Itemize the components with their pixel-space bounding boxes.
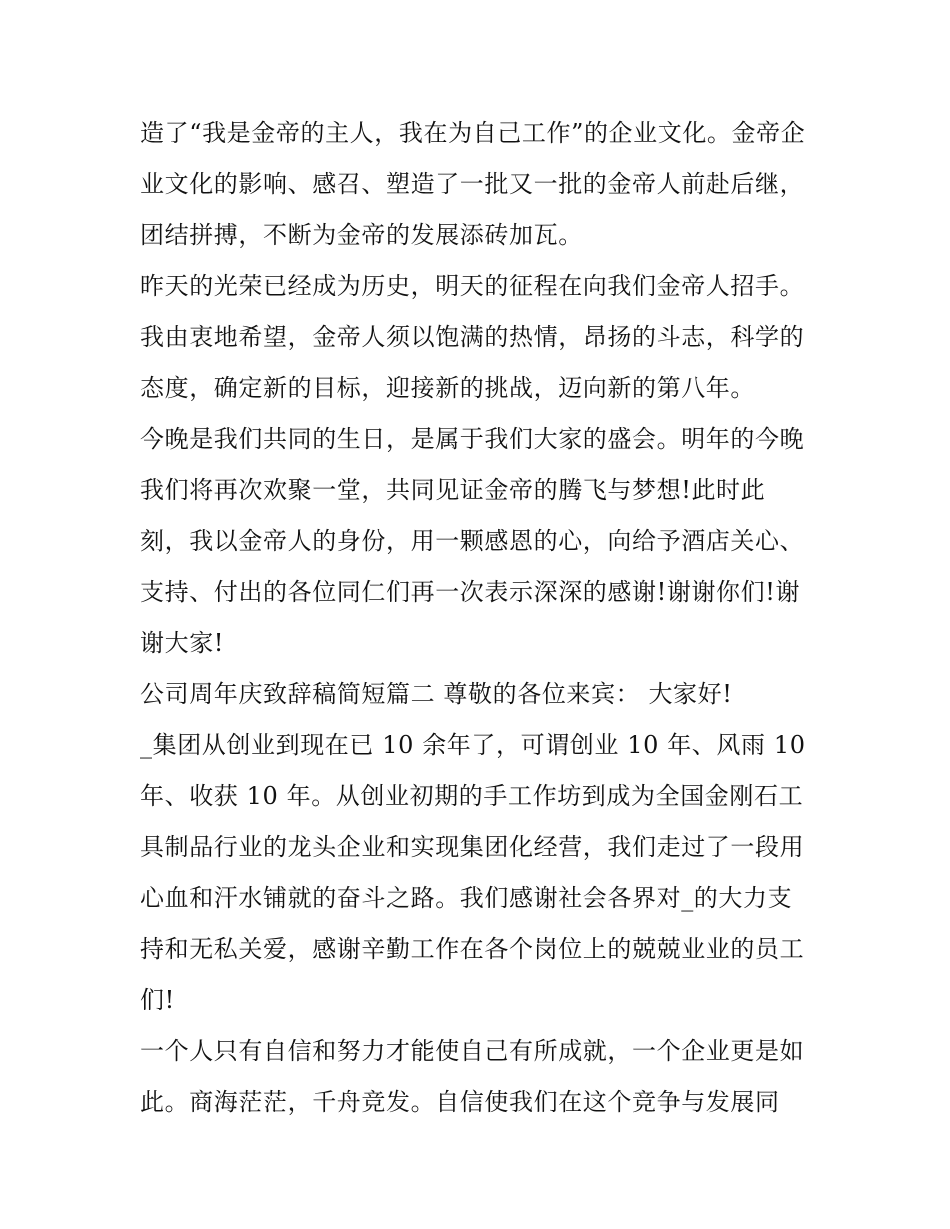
text-line: 们! [140, 986, 175, 1014]
text-line: 一个人只有自信和努力才能使自己有所成就，一个企业更是如 [140, 1037, 805, 1065]
text-line: 我由衷地希望，金帝人须以饱满的热情，昂扬的斗志，科学的 [140, 323, 805, 351]
text-line: 支持、付出的各位同仁们再一次表示深深的感谢!谢谢你们!谢 [140, 578, 801, 606]
text-line: 持和无私关爱，感谢辛勤工作在各个岗位上的兢兢业业的员工 [140, 935, 805, 963]
text-line: 造了“我是金帝的主人，我在为自己工作”的企业文化。金帝企 [140, 119, 806, 147]
text-line: 具制品行业的龙头企业和实现集团化经营，我们走过了一段用 [140, 833, 805, 861]
text-line: 此。商海茫茫，千舟竞发。自信使我们在这个竞争与发展同 [140, 1088, 780, 1116]
text-line: 谢大家! [140, 629, 225, 657]
text-line: _集团从创业到现在已 10 余年了，可谓创业 10 年、风雨 10 [140, 731, 806, 759]
section-heading-line: 公司周年庆致辞稿简短篇二 尊敬的各位来宾： 大家好! [140, 680, 733, 708]
text-line: 刻，我以金帝人的身份，用一颗感恩的心，向给予酒店关心、 [140, 527, 805, 555]
text-line: 昨天的光荣已经成为历史，明天的征程在向我们金帝人招手。 [140, 272, 805, 300]
text-line: 心血和汗水铺就的奋斗之路。我们感谢社会各界对_的大力支 [140, 884, 793, 912]
text-line: 今晚是我们共同的生日，是属于我们大家的盛会。明年的今晚 [140, 425, 805, 453]
text-line: 态度，确定新的目标，迎接新的挑战，迈向新的第八年。 [140, 374, 755, 402]
text-line: 我们将再次欢聚一堂，共同见证金帝的腾飞与梦想!此时此 [140, 476, 766, 504]
text-line: 团结拼搏，不断为金帝的发展添砖加瓦。 [140, 221, 583, 249]
text-line: 年、收获 10 年。从创业初期的手工作坊到成为全国金刚石工 [140, 782, 804, 810]
body-text [140, 108, 820, 1128]
text-line: 业文化的影响、感召、塑造了一批又一批的金帝人前赴后继， [140, 170, 805, 198]
